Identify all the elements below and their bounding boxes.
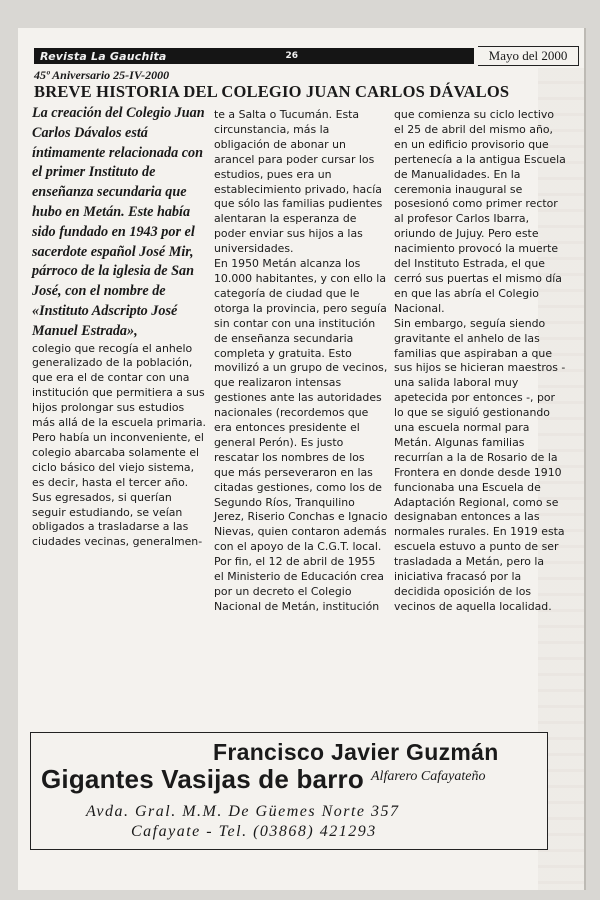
column-1	[32, 104, 208, 550]
paragraph: Pero había un inconveniente, el colegio abarcaba solamente el ciclo básico del viejo sistema, es decir, hasta el tercer año. Sus egresados, si querían seguir estudiando, se veían obligados a trasladarse a las ciudades vecinas, generalmen-	[32, 431, 204, 549]
issue-date: Mayo del 2000	[478, 46, 579, 66]
page-number: 26	[285, 51, 298, 61]
column-2	[214, 108, 388, 615]
ad-name: Francisco Javier Guzmán	[213, 739, 499, 765]
ad-role: Alfarero Cafayateño	[371, 769, 486, 784]
article-lead: La creación del Colegio Juan Carlos Dávalos está íntimamente relacionada con el primer Instituto de enseñanza secundaria que hubo en Metán. Este había sido fundado en 1943 por el sacerdote español José Mir, párroco de la iglesia de San José, con el nombre de «Instituto Adscripto José Manuel Estrada»,	[32, 105, 205, 339]
magazine-name: Revista La Gauchita	[40, 49, 167, 63]
ad-location-phone: Cafayate - Tel. (03868) 421293	[131, 823, 377, 840]
paragraph: colegio que recogía el anhelo generalizado de la población, que era el de contar con una institución que permitiera a sus hijos prolongar sus estudios más allá de la escuela primaria.	[32, 341, 206, 430]
header-bar	[34, 48, 474, 64]
article-kicker: 45º Aniversario 25-IV-2000	[34, 68, 170, 82]
magazine-page	[18, 28, 584, 890]
column-1-body	[32, 342, 208, 551]
paragraph: En 1950 Metán alcanza los 10.000 habitantes, y con ello la categoría de ciudad que le otorga la provincia, pero seguía sin contar con una institución de enseñanza secundaria completa y gratuita. Esto movilizó a un grupo de vecinos, que realizaron intensas gestiones ante las autoridades nacionales (recordemos que era entonces presidente el general Perón). Es justo rescatar los nombres de los que más perseveraron en las citadas gestiones, como los de Segundo Ríos, Tranquilino Jerez, Riserio Conchas e Ignacio Nievas, quien contaron además con el apoyo de la C.G.T. local.	[214, 257, 388, 554]
ad-address: Avda. Gral. M.M. De Güemes Norte 357	[86, 803, 400, 820]
paragraph: Por fin, el 12 de abril de 1955 el Ministerio de Educación crea por un decreto el Colegio Nacional de Metán, institución	[214, 555, 384, 613]
ad-product: Gigantes Vasijas de barro	[41, 764, 364, 794]
column-3	[394, 108, 566, 615]
paragraph: te a Salta o Tucumán. Esta circunstancia, más la obligación de abonar un arancel para poder cursar los estudios, pues era un establecimiento privado, hacía que sólo las familias pudientes alentaran la esperanza de poder enviar sus hijos a las universidades.	[214, 108, 383, 256]
article-title: BREVE HISTORIA DEL COLEGIO JUAN CARLOS DÁVALOS	[34, 82, 510, 101]
paragraph: Sin embargo, seguía siendo gravitante el anhelo de las familias que aspiraban a que sus hijos se hicieran maestros - una salida laboral muy apetecida por entonces -, por lo que se siguió gestionando una escuela normal para Metán. Algunas familias recurrían a la de Rosario de la Frontera en donde desde 1910 funcionaba una Escuela de Adaptación Regional, como se designaban entonces a las normales rurales. En 1919 esta escuela estuvo a punto de ser trasladada a Metán, pero la iniciativa fracasó por la decidida oposición de los vecinos de aquella localidad.	[394, 316, 566, 613]
advertisement-box	[30, 732, 548, 850]
paragraph: que comienza su ciclo lectivo el 25 de abril del mismo año, en un edificio provisorio que pertenecía a la antigua Escuela de Manualidades. En la ceremonia inaugural se posesionó como primer rector al profesor Carlos Ibarra, oriundo de Jujuy. Pero este nacimiento provocó la muerte del Instituto Estrada, el que cerró sus puertas el mismo día en que las abría el Colegio Nacional.	[394, 108, 566, 315]
